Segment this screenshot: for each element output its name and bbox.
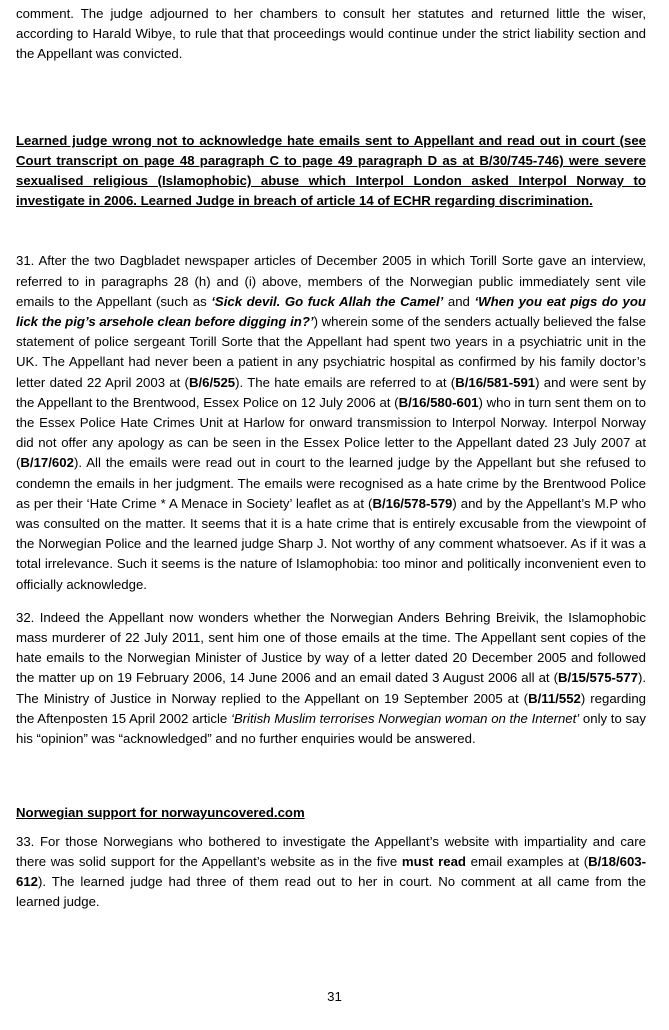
p32-text-4: only to say his “opinion” was “acknowledged” and no further enquiries would be answered. (16, 710, 646, 747)
p31-text-6: ) who in turn sent them on to the Essex Police Hate Crimes Unit at Harlow for onward transmission to Interpol Norway. Interpol Norway did not offer any apology as can be seen in the Essex Police letter to the Appellant dated 23 July 2007 at ( (16, 394, 646, 471)
p31-ref-5: B/16/578-579 (372, 495, 453, 511)
p33-text-2: email examples at ( (465, 853, 589, 869)
p33-text-3: ). The learned judge had three of them read out to her in court. No comment at all came from the learned judge. (16, 873, 646, 910)
p32-ref-2: B/11/552 (528, 690, 581, 706)
section-heading-norwegian-support: Norwegian support for norwayuncovered.com (16, 805, 305, 821)
p33-emphasis-1: must read (401, 853, 466, 869)
section-heading-hate-emails: Learned judge wrong not to acknowledge hate emails sent to Appellant and read out in court (see Court transcript on page 48 paragraph C to page 49 paragraph D as at B/30/745-746) were severe sexualised religious (Islamophobic) abuse which Interpol London asked Interpol Norway to investigate in 2006. Learned Judge in breach of article 14 of ECHR regarding discrimination. (16, 132, 646, 209)
p31-text-3: ) wherein some of the senders actually believed the false statement of police sergeant Torill Sorte that the Appellant had spent two years in a psychiatric unit in the UK. The Appellant had never been a patient in any psychiatric hospital as confirmed by his family doctor’s letter dated 22 April 2003 at ( (16, 314, 646, 390)
p31-text-2: and (443, 293, 475, 309)
p31-text-5: ) and were sent by the Appellant to the Brentwood, Essex Police on 12 July 2006 at ( (16, 374, 647, 410)
p31-ref-3: B/16/580-601 (398, 394, 479, 410)
p31-ref-4: B/17/602 (20, 455, 74, 471)
page-number: 31 (327, 989, 342, 1004)
p32-quote-1: ‘British Muslim terrorises Norwegian woman on the Internet’ (230, 710, 580, 726)
p33-ref-1: B/18/603-612 (16, 853, 647, 889)
paragraph-33 (16, 832, 646, 913)
paragraph-31 (16, 251, 646, 594)
p31-ref-2: B/16/581-591 (455, 374, 536, 390)
p31-quote-1: ‘Sick devil. Go fuck Allah the Camel’ (211, 293, 444, 309)
p31-ref-1: B/6/525 (188, 374, 236, 390)
p32-text-2: ). The Ministry of Justice in Norway replied to the Appellant on 19 September 2005 at ( (16, 670, 646, 706)
p32-text-3: ) regarding the Aftenposten 15 April 2002 article (16, 690, 646, 726)
p31-text-7: ). All the emails were read out in court to the learned judge by the Appellant but she refused to condemn the emails in her judgment. The emails were recognised as a hate crime by the Brentwood Police as per their ‘Hate Crime * A Menace in Society’ leaflet as at ( (16, 455, 646, 511)
p31-quote-2: ‘When you eat pigs do you lick the pig’s arsehole clean before digging in?’ (16, 293, 646, 330)
p31-text-1: 31. After the two Dagbladet newspaper articles of December 2005 in which Torill Sorte gave an interview, referred to in paragraphs 28 (h) and (i) above, members of the Norwegian public immediately sent vile emails to the Appellant (such as (16, 253, 646, 309)
paragraph-32 (16, 608, 646, 749)
p32-text-1: 32. Indeed the Appellant now wonders whether the Norwegian Anders Behring Breivik, the Islamophobic mass murderer of 22 July 2011, sent him one of those emails at the time. The Appellant sent copies of the hate emails to the Norwegian Minister of Justice by way of a letter dated 20 December 2005 and followed the matter up on 19 February 2006, 14 June 2006 and an email dated 3 August 2006 all at ( (16, 609, 646, 686)
p32-ref-1: B/15/575-577 (558, 670, 638, 686)
p31-text-4: ). The hate emails are referred to at ( (235, 374, 456, 390)
p33-text-1: 33. For those Norwegians who bothered to investigate the Appellant’s website with impartiality and care there was solid support for the Appellant’s website as in the five (16, 833, 646, 869)
intro-paragraph: comment. The judge adjourned to her chambers to consult her statutes and returned little the wiser, according to Harald Wibye, to rule that that proceedings would continue under the strict liability section and the Appellant was convicted. (16, 6, 646, 62)
p31-text-8: ) and by the Appellant’s M.P who was consulted on the matter. It seems that it is a hate crime that is entirely excusable from the viewpoint of the Norwegian Police and the learned judge Sharp J. Not worthy of any comment whatsoever. As if it was a total irrelevance. Such it seems is the nature of Islamophobia: too minor and politically inconvenient even to officially acknowledge. (16, 495, 646, 592)
